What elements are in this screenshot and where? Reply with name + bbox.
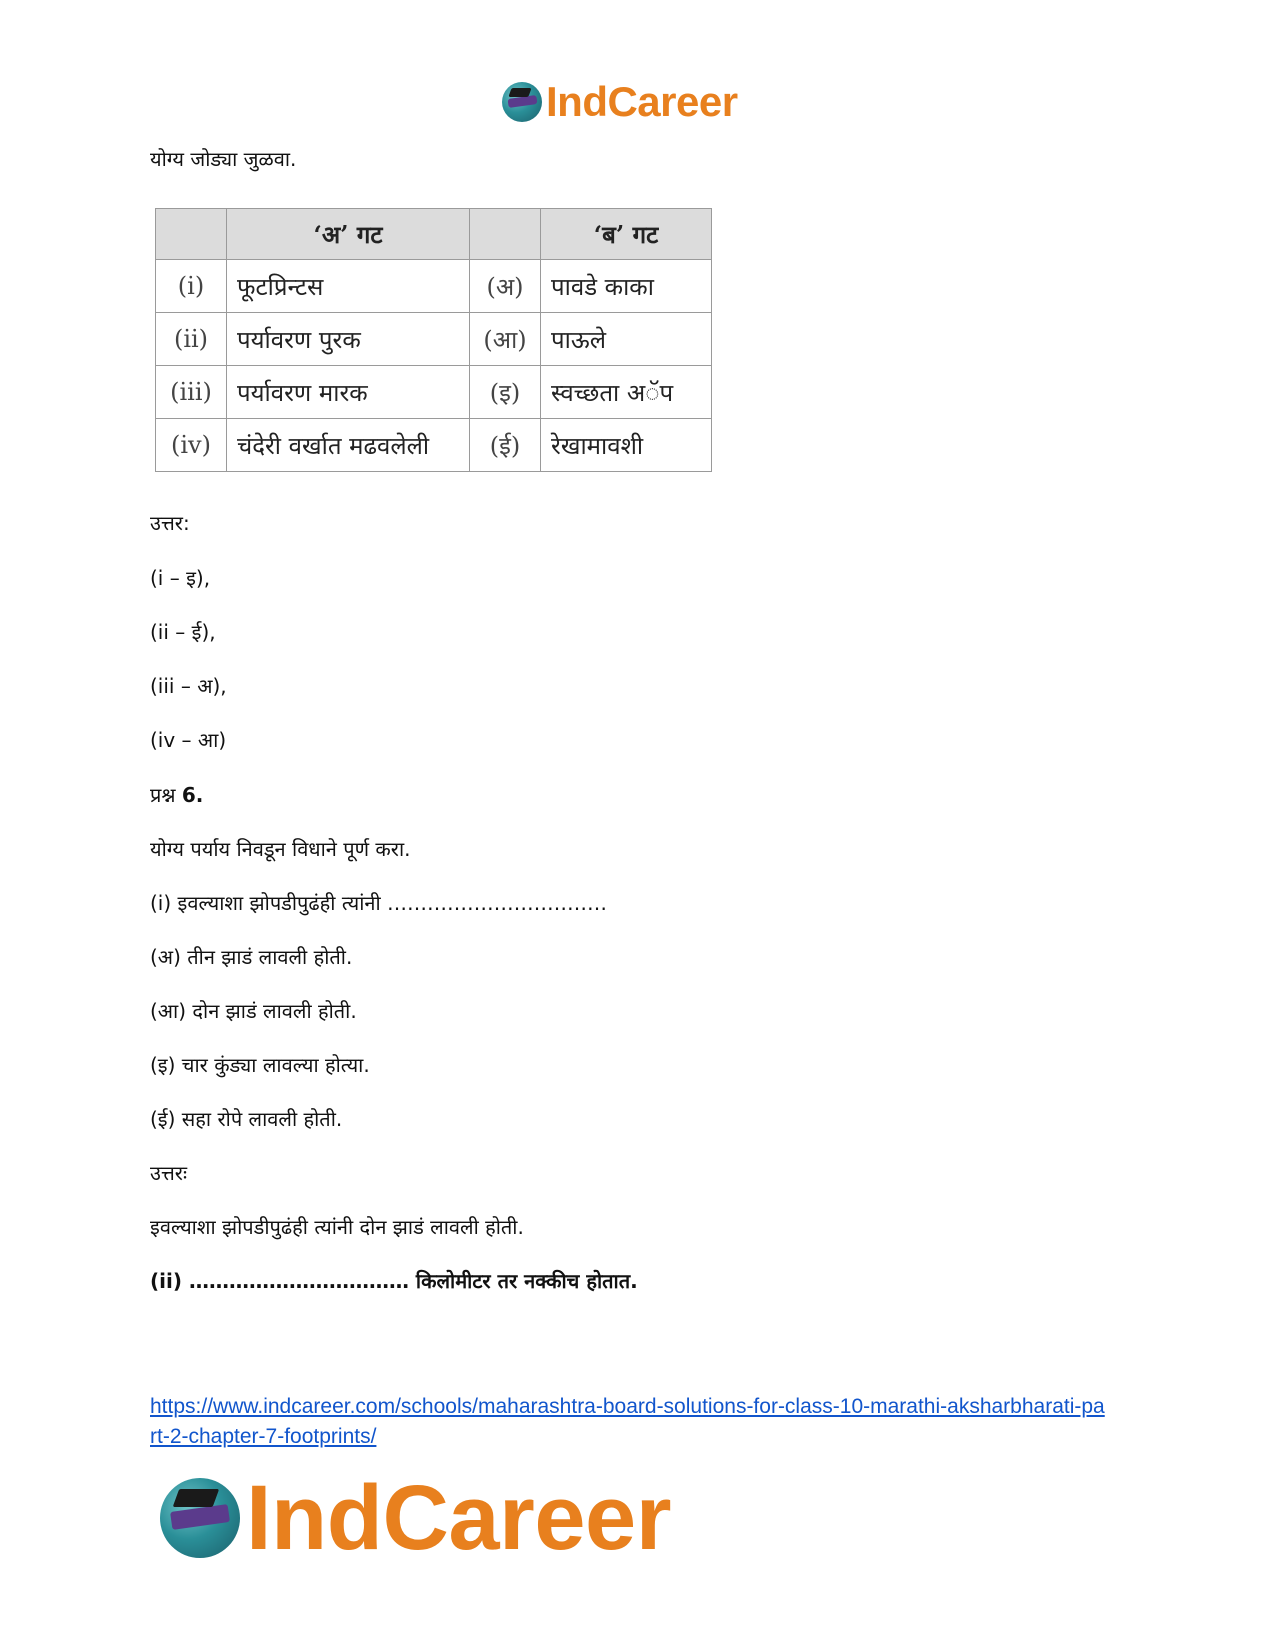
matching-table (155, 208, 712, 472)
header-empty-cell (156, 209, 227, 260)
question-word: प्रश्न (150, 783, 176, 807)
sub-ii-number: (ii) (150, 1269, 182, 1293)
graduation-cap-icon (160, 1478, 240, 1558)
row-number: (iii) (156, 366, 227, 419)
header-group-b: ‘ब’ गट (541, 209, 712, 260)
header-empty-cell (470, 209, 541, 260)
table-row (156, 366, 712, 419)
sub-ii-text: …………………………… किलोमीटर तर नक्कीच होतात. (188, 1269, 638, 1293)
row-letter: (ई) (470, 419, 541, 472)
row-number: (i) (156, 260, 227, 313)
answer-label-text: उत्तर: (150, 511, 190, 535)
table-row (156, 260, 712, 313)
indcareer-logo-top (502, 80, 738, 124)
answer-pair: (iii – अ), (150, 674, 227, 698)
option-item: (आ) दोन झाडं लावली होती. (150, 999, 357, 1023)
row-letter: (आ) (470, 313, 541, 366)
answer-pair: (iv – आ) (150, 728, 227, 752)
logo-wordmark: IndCareer (546, 78, 738, 125)
row-letter: (अ) (470, 260, 541, 313)
group-b-cell: रेखामावशी (541, 419, 712, 472)
graduation-cap-icon (502, 82, 542, 122)
group-b-cell: पाऊले (541, 313, 712, 366)
table-header-row (156, 209, 712, 260)
row-number: (iv) (156, 419, 227, 472)
answer-label-2: उत्तरः (150, 1161, 187, 1185)
option-item: (अ) तीन झाडं लावली होती. (150, 945, 353, 969)
indcareer-logo-bottom (160, 1467, 671, 1569)
question-6-heading (150, 782, 203, 808)
answer-pair: (i – इ), (150, 566, 211, 590)
matching-instruction: योग्य जोड्या जुळवा. (150, 147, 297, 171)
group-a-cell: फूटप्रिन्टस (227, 260, 470, 313)
question-6-instruction: योग्य पर्याय निवडून विधाने पूर्ण करा. (150, 837, 411, 861)
option-item: (ई) सहा रोपे लावली होती. (150, 1107, 343, 1131)
question-6-sub-i: (i) इवल्याशा झोपडीपुढंही त्यांनी …………………………… (150, 891, 608, 915)
answer-sentence: इवल्याशा झोपडीपुढंही त्यांनी दोन झाडं लावली होती. (150, 1215, 524, 1239)
question-number: 6. (181, 783, 204, 807)
table-row (156, 313, 712, 366)
group-a-cell: चंदेरी वर्खात मढवलेली (227, 419, 470, 472)
group-a-cell: पर्यावरण पुरक (227, 313, 470, 366)
option-item: (इ) चार कुंड्या लावल्या होत्या. (150, 1053, 370, 1077)
question-6-sub-ii (150, 1268, 638, 1294)
group-b-cell: पावडे काका (541, 260, 712, 313)
answer-label (150, 510, 190, 536)
answer-pair: (ii – ई), (150, 620, 216, 644)
row-letter: (इ) (470, 366, 541, 419)
logo-wordmark: IndCareer (246, 1467, 671, 1569)
source-url-link[interactable]: https://www.indcareer.com/schools/maharashtra-board-solutions-for-class-10-marathi-aksharbharati-part-2-chapter-7-footprints/ (150, 1395, 1105, 1448)
group-b-cell: स्वच्छता अॅप (541, 366, 712, 419)
table-row (156, 419, 712, 472)
row-number: (ii) (156, 313, 227, 366)
group-a-cell: पर्यावरण मारक (227, 366, 470, 419)
header-group-a: ‘अ’ गट (227, 209, 470, 260)
